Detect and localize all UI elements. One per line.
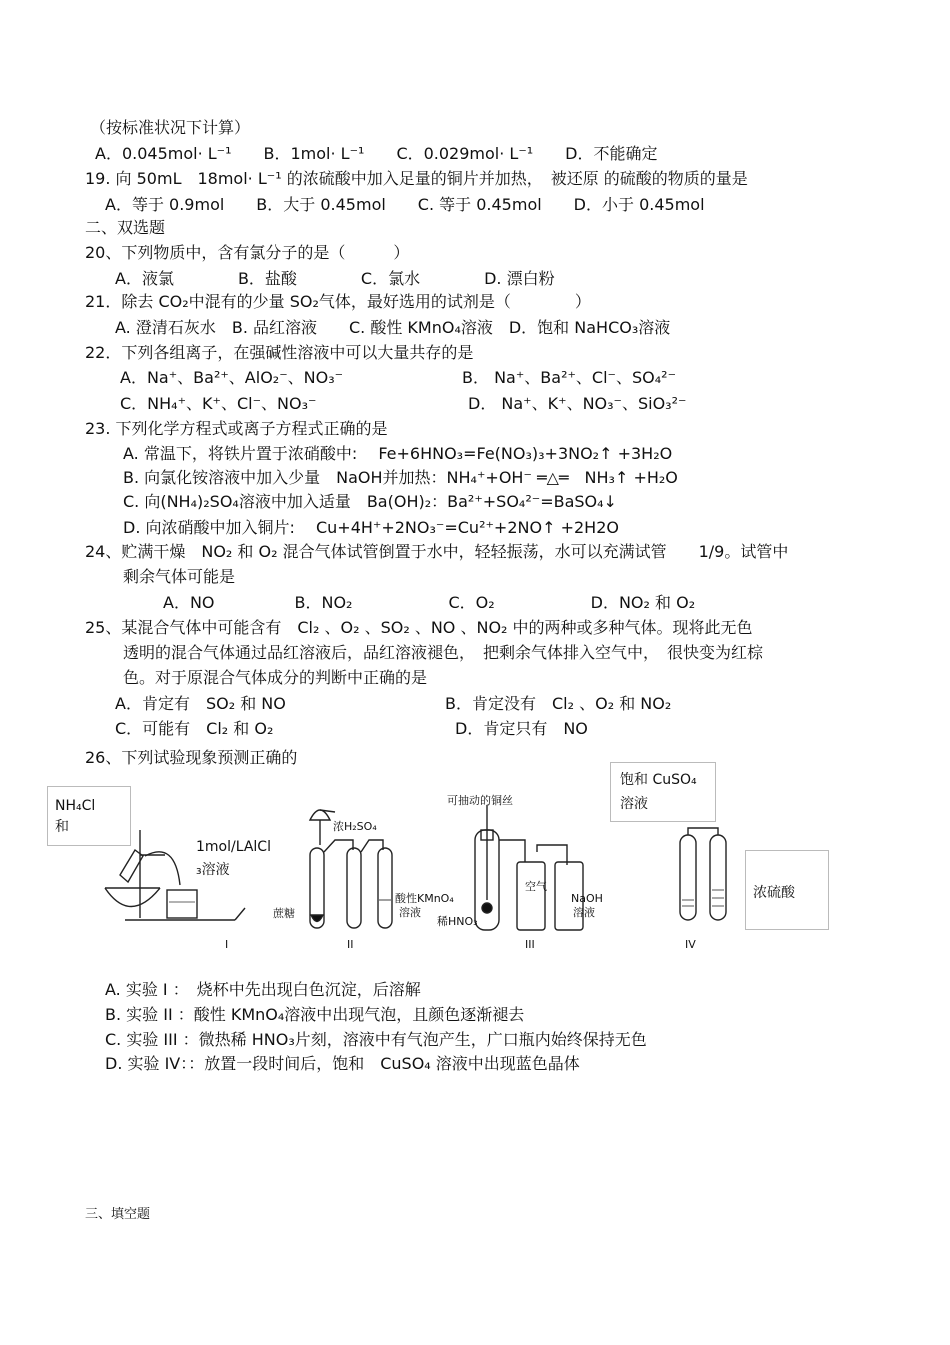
q23-stem: 23. 下列化学方程式或离子方程式正确的是: [85, 419, 388, 438]
apparatus-iii: [475, 805, 583, 930]
conc-h2so4-label: 浓硫酸: [753, 885, 795, 901]
nh4cl-label-he: 和: [55, 819, 69, 835]
q26-option-a: A. 实验 I ： 烧杯中先出现白色沉淀，后溶解: [105, 980, 421, 999]
q25-option-c: C．可能有 Cl₂ 和 O₂: [115, 719, 274, 738]
label-copper-wire: 可抽动的铜丝: [447, 794, 513, 807]
label-roman-iv: IV: [685, 938, 696, 951]
label-naoh-2: 溶液: [573, 906, 595, 919]
label-dilute-hno3: 稀HNO₃: [437, 915, 478, 928]
cuso4-label-line1: 饱和 CuSO₄: [620, 772, 697, 788]
q24-stem-line2: 剩余气体可能是: [123, 567, 236, 586]
label-naoh-1: NaOH: [571, 892, 603, 905]
label-h2so4: 浓H₂SO₄: [333, 820, 377, 833]
q22-option-d: D． Na⁺、K⁺、NO₃⁻、SiO₃²⁻: [468, 394, 687, 413]
q25-stem-line2: 透明的混合气体通过品红溶液后，品红溶液褪色， 把剩余气体排入空气中， 很快变为红棕: [123, 643, 764, 662]
q23-option-b: B. 向氯化铵溶液中加入少量 NaOH并加热：NH₄⁺+OH⁻ ═△═ NH₃↑ +H₂O: [123, 468, 678, 487]
label-sucrose: 蔗糖: [273, 907, 295, 920]
q19-options: A．等于 0.9mol B．大于 0.45mol C. 等于 0.45mol D．小于 0.45mol: [105, 195, 705, 214]
q22-option-c: C．NH₄⁺、K⁺、Cl⁻、NO₃⁻: [120, 394, 317, 413]
apparatus-i: [105, 830, 245, 920]
q18-options: A．0.045mol· L⁻¹ B．1mol· L⁻¹ C．0.029mol· L⁻¹ D．不能确定: [95, 144, 658, 163]
nh4cl-label: NH₄Cl: [55, 798, 96, 814]
alcl3-label-line2: ₃溶液: [196, 862, 230, 878]
section-title-3: 三、填空题: [85, 1207, 151, 1222]
apparatus-iv: [680, 828, 726, 920]
cuso4-label-line2: 溶液: [620, 796, 648, 812]
q25-option-b: B．肯定没有 Cl₂ 、O₂ 和 NO₂: [445, 694, 672, 713]
alcl3-label-line1: 1mol/LAlCl: [196, 839, 271, 855]
q26-option-b: B. 实验 II ：酸性 KMnO₄溶液中出现气泡，且颜色逐渐褪去: [105, 1005, 525, 1024]
q23-option-c: C. 向(NH₄)₂SO₄溶液中加入适量 Ba(OH)₂：Ba²⁺+SO₄²⁻=BaSO₄↓: [123, 492, 617, 511]
label-roman-i: I: [225, 938, 229, 951]
q23-option-d: D. 向浓硝酸中加入铜片: Cu+4H⁺+2NO₃⁻=Cu²⁺+2NO↑ +2H2O: [123, 518, 619, 537]
label-air: 空气: [525, 880, 547, 893]
q25-option-d: D．肯定只有 NO: [455, 719, 588, 738]
q24-options: A．NO B．NO₂ C．O₂ D．NO₂ 和 O₂: [163, 593, 696, 612]
q25-option-a: A．肯定有 SO₂ 和 NO: [115, 694, 286, 713]
q25-stem-line1: 25、某混合气体中可能含有 Cl₂ 、O₂ 、SO₂ 、NO 、NO₂ 中的两种或多种气体。现将此无色: [85, 618, 753, 637]
label-roman-ii: II: [347, 938, 354, 951]
q25-stem-line3: 色。对于原混合气体成分的判断中正确的是: [123, 668, 428, 687]
q20-options: A．液氯 B．盐酸 C．氯水 D. 漂白粉: [115, 269, 555, 288]
section-title-2: 二、双选题: [85, 218, 166, 237]
q20-stem: 20、下列物质中，含有氯分子的是（ ）: [85, 243, 410, 262]
q21-options: A. 澄清石灰水 B. 品红溶液 C. 酸性 KMnO₄溶液 D．饱和 NaHCO₃溶液: [115, 318, 671, 337]
label-kmno4-1: 酸性KMnO₄: [395, 892, 454, 905]
q22-stem: 22．下列各组离子，在强碱性溶液中可以大量共存的是: [85, 343, 474, 362]
q26-option-d: D. 实验 IV：：放置一段时间后，饱和 CuSO₄ 溶液中出现蓝色晶体: [105, 1054, 580, 1073]
experiment-apparatus-figure: [85, 790, 830, 960]
q26-option-c: C. 实验 III ：微热稀 HNO₃片刻，溶液中有气泡产生，广口瓶内始终保持无色: [105, 1030, 647, 1049]
q22-option-b: B． Na⁺、Ba²⁺、Cl⁻、SO₄²⁻: [462, 368, 677, 387]
label-roman-iii: III: [525, 938, 535, 951]
q24-stem-line1: 24、贮满干燥 NO₂ 和 O₂ 混合气体试管倒置于水中，轻轻振荡，水可以充满试管 1/9。试管中: [85, 542, 789, 561]
q26-stem: 26、下列试验现象预测正确的: [85, 748, 298, 767]
label-kmno4-2: 溶液: [399, 906, 421, 919]
q21-stem: 21．除去 CO₂中混有的少量 SO₂气体，最好选用的试剂是（ ）: [85, 292, 591, 311]
q18-note: （按标准状况下计算）: [90, 118, 251, 137]
q19-stem: 19. 向 50mL 18mol· L⁻¹ 的浓硫酸中加入足量的铜片并加热， 被还原 的硫酸的物质的量是: [85, 169, 748, 188]
q22-option-a: A．Na⁺、Ba²⁺、AlO₂⁻、NO₃⁻: [120, 368, 344, 387]
q23-option-a: A. 常温下，将铁片置于浓硝酸中: Fe+6HNO₃=Fe(NO₃)₃+3NO₂↑ +3H₂O: [123, 444, 673, 463]
